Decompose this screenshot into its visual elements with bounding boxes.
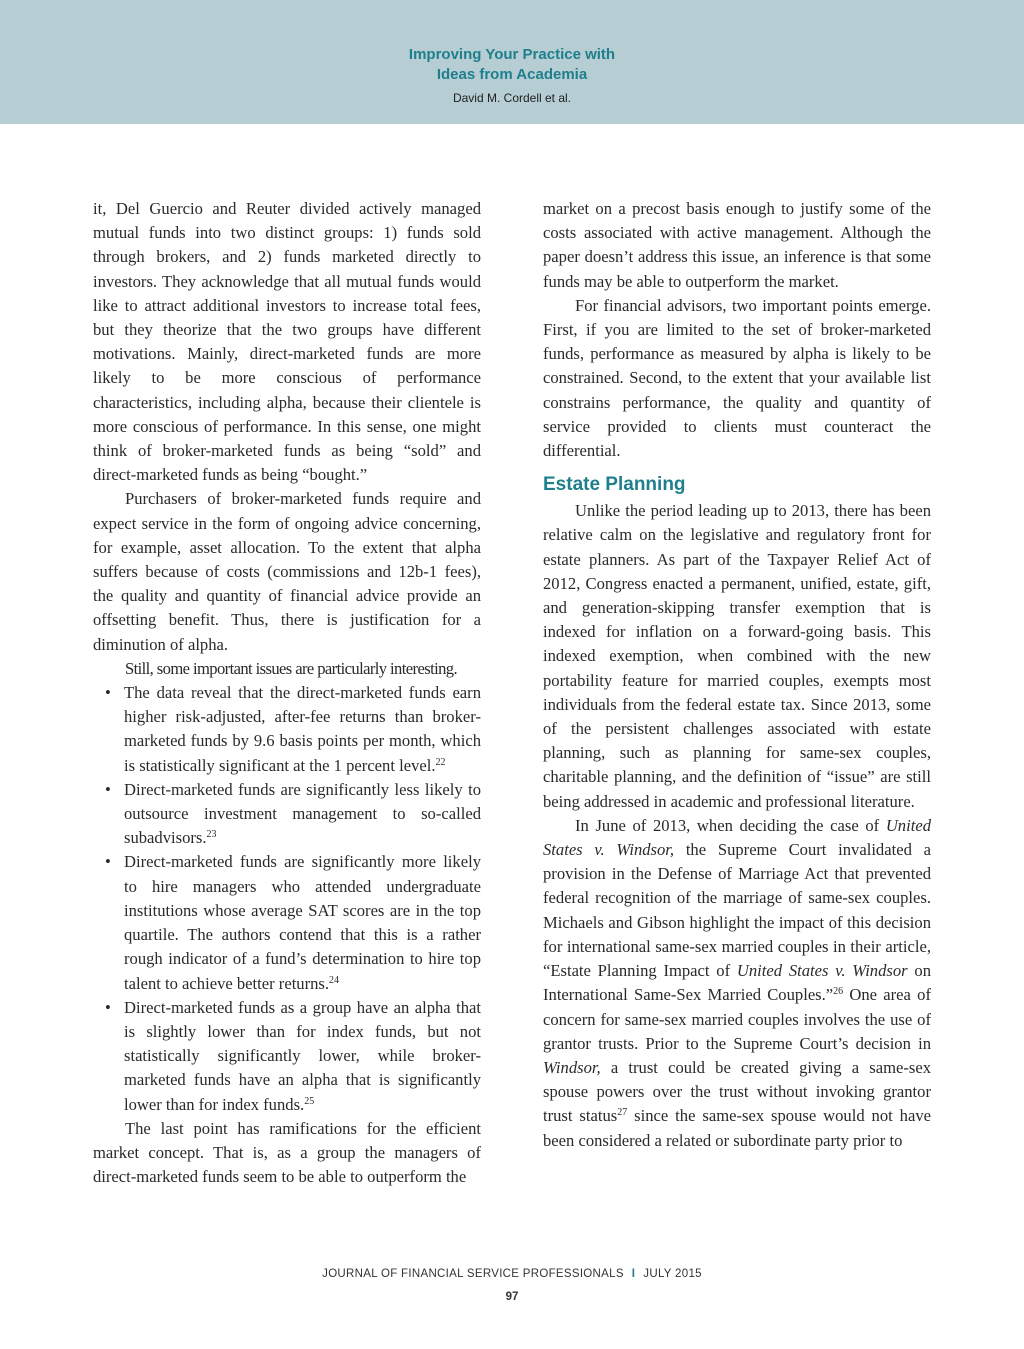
text-run: One area of concern for same-sex married couples involves the use of grantor trusts. Prior to the Supreme Court’s decision in (543, 985, 931, 1053)
paragraph: Unlike the period leading up to 2013, there has been relative calm on the legislative and regulatory front for estate planners. As part of the Taxpayer Relief Act of 2012, Congress enacted a permanent, unified, estate, gift, and generation-skipping transfer exemption that is indexed for inflation on a forward-going basis. This indexed exemption, when combined with the new portability feature for married couples, exempts most individuals from the federal estate tax. Since 2013, some of the persistent challenges associated with estate planning, such as planning for same-sex couples, charitable planning, and the definition of “issue” are still being addressed in academic and professional literature. (543, 501, 931, 811)
case-name: Windsor, (543, 1057, 601, 1077)
paragraph: For financial advisors, two important points emerge. First, if you are limited to the set of broker-marketed funds, performance as measured by alpha is likely to be constrained. Second, to the extent that your available list constrains performance, the quality and quantity of service provided to clients must counteract the differential. (543, 295, 931, 461)
author-line: David M. Cordell et al. (452, 91, 572, 105)
text-run: the Supreme Court invalidated a provision in the Defense of Marriage Act that prevented federal recognition of the marriage of same-sex couples. Michaels and Gibson highlight the impact of this decision for international same-sex married couples in their article, “Estate Planning Impact of (543, 840, 931, 981)
footnote-ref: 25 (304, 1095, 315, 1107)
text-run: on International Same-Sex Married Couples.” (543, 961, 931, 1005)
text-run: In June of 2013, when deciding the case of (575, 815, 886, 835)
list-item (93, 778, 481, 851)
text-run: since the same-sex spouse would not have been considered a related or subordinate party prior to (543, 1106, 931, 1150)
paragraph (543, 814, 931, 1153)
bullet-icon: • (105, 683, 111, 703)
page-number: 97 (505, 1291, 519, 1303)
list-item-text: Direct-marketed funds as a group have an alpha that is slightly lower than for index funds, but not statistically significantly lower, while broker-marketed funds have an alpha that is significantly lower than for index funds. (124, 997, 481, 1114)
list-item-text: Direct-marketed funds are significantly less likely to outsource investment management to so-called subadvisors. (124, 779, 481, 848)
header-banner (0, 0, 1024, 124)
footnote-ref: 23 (206, 829, 217, 841)
footer-separator: I (631, 1268, 636, 1280)
section-title-line1: Improving Your Practice with (408, 46, 616, 63)
footer (0, 1268, 1024, 1280)
paragraph: market on a precost basis enough to justify some of the costs associated with active management. Although the paper doesn’t address this issue, an inference is that some funds may be able to outperform the market. (543, 199, 931, 291)
paragraph: The last point has ramifications for the efficient market concept. That is, as a group the managers of direct-marketed funds seem to be able to outperform the (93, 1118, 481, 1187)
footnote-ref: 27 (617, 1107, 628, 1119)
paragraph: Still, some important issues are particularly interesting. (125, 658, 458, 678)
list-item (93, 850, 481, 995)
list-item-text: The data reveal that the direct-marketed funds earn higher risk-adjusted, after-fee returns than broker-marketed funds by 9.6 basis points per month, which is statistically significant at the 1 percent level. (124, 683, 481, 775)
bullet-list (93, 681, 481, 1117)
section-title-line2: Ideas from Academia (436, 66, 588, 83)
paragraph: Purchasers of broker-marketed funds require and expect service in the form of ongoing advice concerning, for example, asset allocation. To the extent that alpha suffers because of costs (commissions and 12b-1 fees), the quality and quantity of financial advice provide an offsetting benefit. Thus, there is justification for a diminution of alpha. (93, 489, 481, 654)
issue-date: JULY 2015 (643, 1268, 702, 1280)
section-heading: Estate Planning (543, 474, 686, 496)
list-item-text: Direct-marketed funds are significantly more likely to hire managers who attended undergraduate institutions whose average SAT scores are in the top quartile. The authors contend that this is a rather rough indicator of a fund’s determination to hire top talent to achieve better returns. (124, 852, 481, 993)
paragraph: it, Del Guercio and Reuter divided actively managed mutual funds into two distinct groups: 1) funds sold through brokers, and 2) funds marketed directly to investors. They acknowledge that all mutual funds would like to attract additional investors to increase total fees, but they theorize that the two groups have different motivations. Mainly, direct-marketed funds are more likely to be more conscious of performance characteristics, including alpha, because their clientele is more conscious of performance. In this sense, one might think of broker-marketed funds as being “sold” and direct-marketed funds as being “bought.” (93, 199, 481, 485)
journal-name: JOURNAL OF FINANCIAL SERVICE PROFESSIONALS (322, 1268, 624, 1280)
bullet-icon: • (105, 852, 111, 872)
footnote-ref: 22 (435, 756, 446, 768)
case-name: United States v. Windsor, (543, 815, 931, 860)
list-item (93, 681, 481, 778)
case-name: United States v. Windsor (736, 961, 908, 981)
bullet-icon: • (105, 779, 111, 799)
bullet-icon: • (105, 997, 111, 1017)
list-item (93, 996, 481, 1117)
footnote-ref: 26 (833, 986, 844, 998)
right-column (543, 197, 931, 1153)
left-column (93, 197, 481, 1189)
text-run: a trust could be created giving a same-sex spouse powers over the trust without invoking grantor trust status (543, 1057, 931, 1126)
footnote-ref: 24 (329, 974, 340, 986)
